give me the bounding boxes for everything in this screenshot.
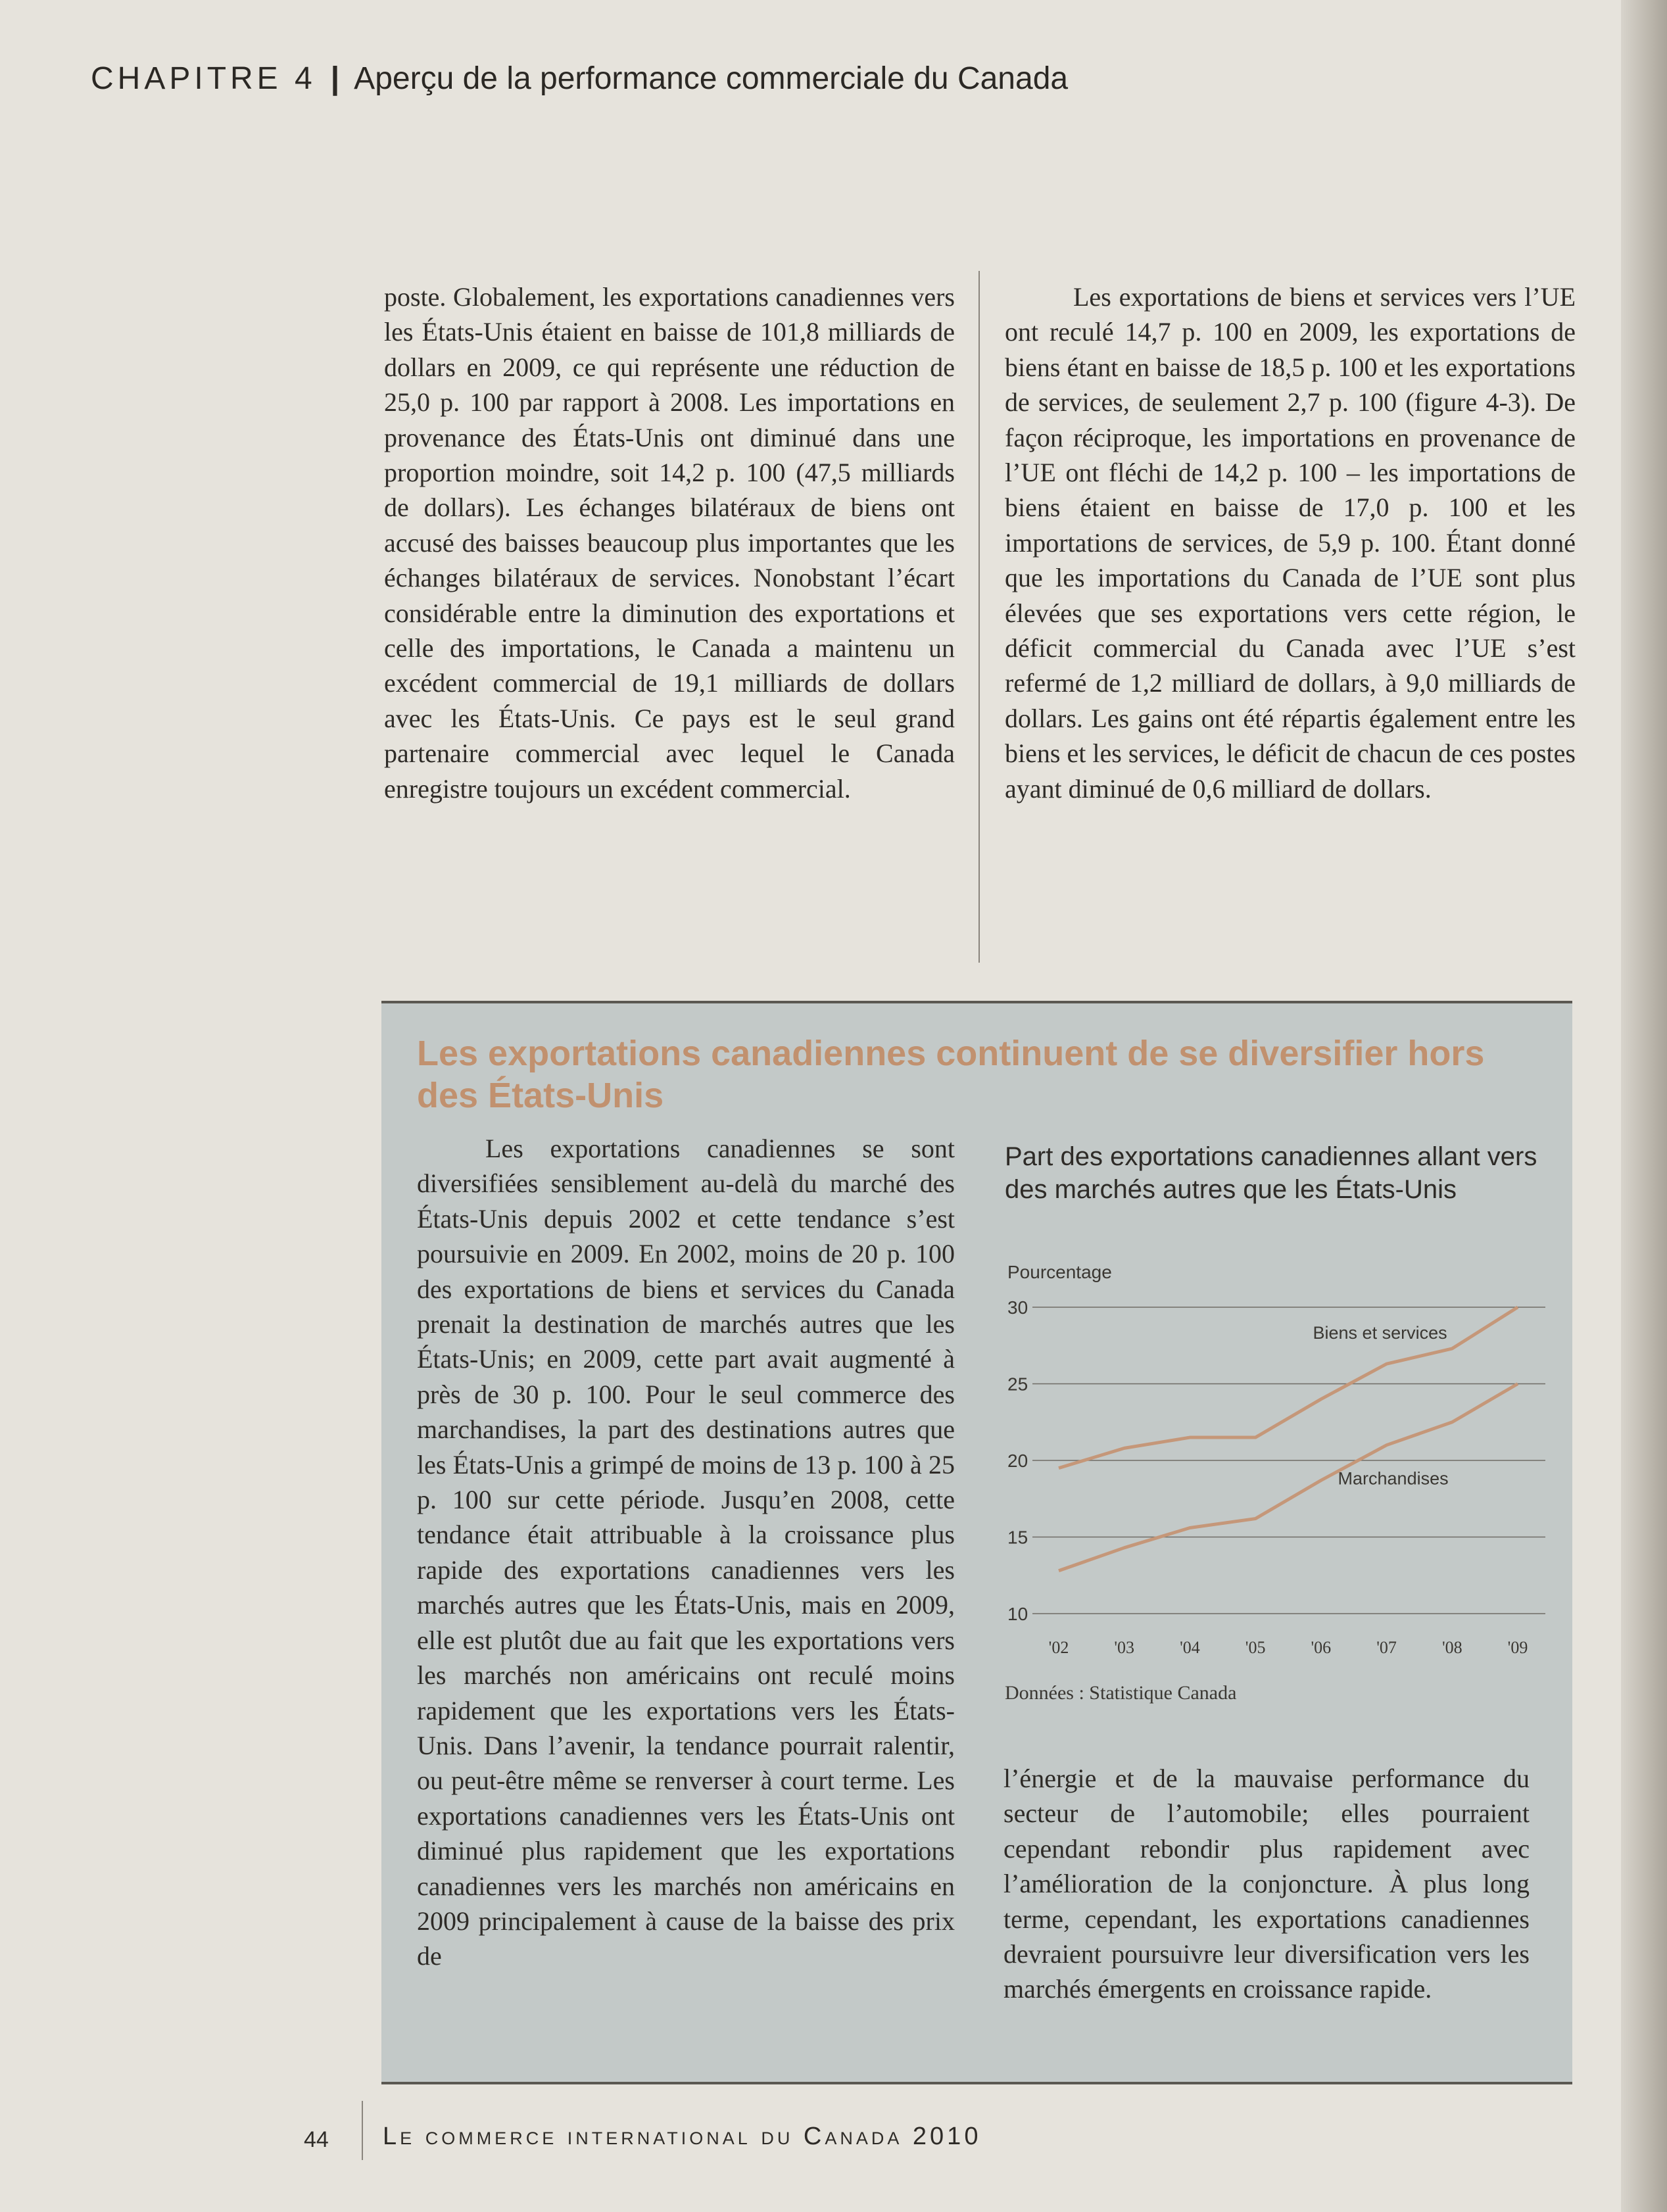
- footer-title: Le commerce international du Canada 2010: [383, 2123, 982, 2150]
- x-tick-label: '05: [1245, 1638, 1266, 1657]
- column-divider: [978, 271, 980, 963]
- chart-title: Part des exportations canadiennes allant vers des marchés autres que les États-Unis: [1005, 1142, 1537, 1204]
- x-tick-label: '02: [1048, 1638, 1069, 1657]
- series-line-1: [1059, 1307, 1518, 1468]
- body-left-column: poste. Globalement, les exportations canadiennes vers les États-Unis étaient en baisse de 101,8 milliards de dollars en 2009, ce qui représente une réduction de 25,0 p. 100 par rapport à 2008. Les importations en provenance des États-Unis ont diminué dans une proportion moindre, soit 14,2 p. 100 (47,5 milliards de dollars). Les échanges bilatéraux de biens ont accusé des baisses beaucoup plus importantes que les échanges bilatéraux de services. Nonobstant l’écart considérable entre la diminution des exportations et celle des importations, le Canada a maintenu un excédent commercial de 19,1 milliards de dollars avec les États-Unis. Ce pays est le seul grand partenaire commercial avec lequel le Canada enregistre toujours un excédent commercial.: [384, 282, 955, 804]
- y-tick-label: 30: [1007, 1297, 1028, 1318]
- x-tick-label: '09: [1507, 1638, 1528, 1657]
- line-chart: [993, 1234, 1558, 1674]
- x-tick-label: '07: [1376, 1638, 1397, 1657]
- x-tick-label: '03: [1114, 1638, 1135, 1657]
- x-tick-label: '08: [1441, 1638, 1462, 1657]
- y-tick-label: 20: [1007, 1451, 1028, 1471]
- chapter-header: [91, 60, 1068, 97]
- chapter-title: Aperçu de la performance commerciale du Canada: [354, 61, 1069, 96]
- x-tick-label: '06: [1311, 1638, 1332, 1657]
- y-tick-label: 15: [1007, 1527, 1028, 1548]
- footer-rule: [362, 2101, 363, 2160]
- chapter-label: CHAPITRE 4: [91, 61, 316, 96]
- x-tick-label: '04: [1180, 1638, 1200, 1657]
- sidebar-text-right: l’énergie et de la mauvaise performance du secteur de l’automobile; elles pourraient cependant rebondir plus rapidement avec l’amélioration de la conjoncture. À plus long terme, cependant, les exportations canadiennes devraient poursuivre leur diversification vers les marchés émergents en croissance rapide.: [1003, 1764, 1530, 2004]
- sidebar-title: Les exportations canadiennes continuent de se diversifier hors des États-Unis: [417, 1034, 1485, 1115]
- series-label: Biens et services: [1313, 1323, 1447, 1343]
- sidebar-box: [381, 1001, 1572, 2084]
- y-tick-label: 10: [1007, 1604, 1028, 1624]
- header-separator: |: [330, 61, 340, 96]
- body-right-column: Les exportations de biens et services vers l’UE ont reculé 14,7 p. 100 en 2009, les exportations de biens étant en baisse de 18,5 p. 100 et les exportations de services, de seulement 2,7 p. 100 (figure 4-3). De façon réciproque, les importations en provenance de l’UE ont fléchi de 14,2 p. 100 – les importations de biens étaient en baisse de 17,0 p. 100 et les importations de services, de 5,9 p. 100. Étant donné que les importations du Canada de l’UE sont plus élevées que ses exportations vers cette région, le déficit commercial du Canada avec l’UE s’est refermé de 1,2 milliard de dollars, à 9,0 milliards de dollars. Les gains ont été répartis également entre les biens et les services, le déficit de chacun de ces postes ayant diminué de 0,6 milliard de dollars.: [1005, 282, 1576, 804]
- series-label: Marchandises: [1338, 1468, 1449, 1489]
- series-line-2: [1059, 1384, 1518, 1571]
- y-axis-label: Pourcentage: [1007, 1262, 1112, 1282]
- y-tick-label: 25: [1007, 1374, 1028, 1395]
- page-edge: [1621, 0, 1667, 2212]
- sidebar-text-left: Les exportations canadiennes se sont diversifiées sensiblement au-delà du marché des États-Unis depuis 2002 et cette tendance s’est poursuivie en 2009. En 2002, moins de 20 p. 100 des exportations de biens et services du Canada prenait la destination de marchés autres que les États-Unis; en 2009, cette part avait augmenté à près de 30 p. 100. Pour le seul commerce des marchandises, la part des destinations autres que les États-Unis a grimpé de moins de 13 p. 100 à 25 p. 100 sur cette période. Jusqu’en 2008, cette tendance était attribuable à la croissance plus rapide des exportations canadiennes vers les marchés autres que les États-Unis, mais en 2009, elle est plutôt due au fait que les exportations vers les marchés non américains ont reculé moins rapidement que les exportations vers les États-Unis. Dans l’avenir, la tendance pourrait ralentir, ou peut-être même se renverser à court terme. Les exportations canadiennes vers les États-Unis ont diminué plus rapidement que les exportations canadiennes vers les marchés non américains en 2009 principalement à cause de la baisse des prix de: [417, 1134, 955, 1971]
- chart-source: Données : Statistique Canada: [1005, 1682, 1237, 1704]
- page-number: 44: [304, 2127, 329, 2152]
